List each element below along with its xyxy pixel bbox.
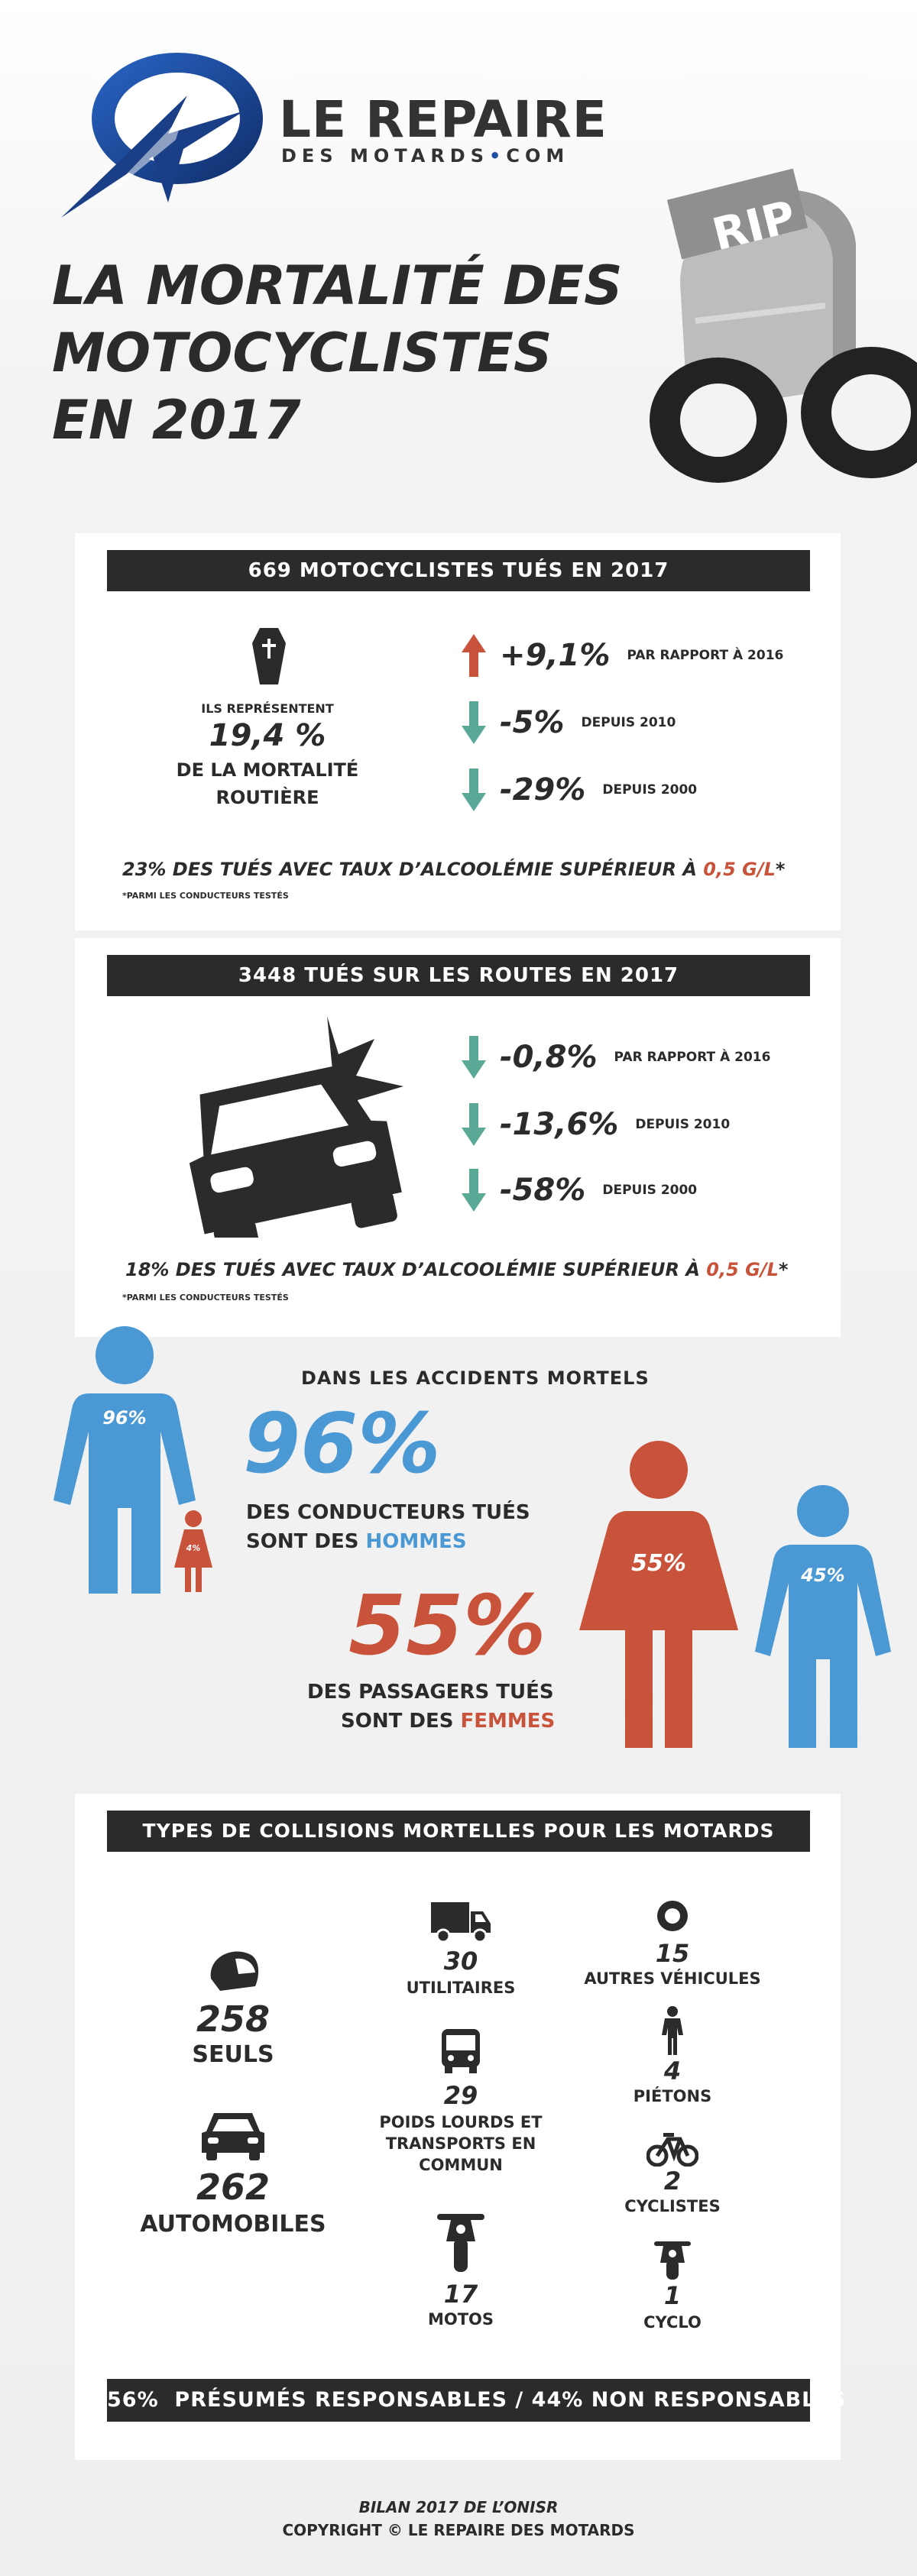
section1-header: 669 MOTOCYCLISTES TUÉS EN 2017 (107, 550, 810, 591)
page-title (52, 252, 622, 454)
alcohol-text: 23% DES TUÉS AVEC TAUX D’ALCOOLÉMIE SUPÉRIEUR À (122, 859, 704, 880)
stat-label: DEPUIS 2010 (635, 1117, 731, 1132)
share-label: ILS REPRÉSENTENT (201, 701, 334, 716)
drivers-highlight: HOMMES (365, 1530, 467, 1553)
stat-row-2016 (462, 634, 783, 677)
man-medium-figure-icon (753, 1484, 893, 1748)
brand-logo (53, 42, 275, 225)
poids-line-1: POIDS LOURDS ET (379, 2113, 543, 2131)
passengers-pct: 55% (348, 1578, 546, 1674)
title-line-1: LA MORTALITÉ DES (52, 254, 623, 317)
footer-source: BILAN 2017 DE L’ONISR (358, 2498, 559, 2516)
pietons-label: PIÉTONS (633, 2087, 712, 2105)
alcohol-mark: * (775, 859, 786, 880)
alcohol-line (122, 859, 785, 880)
seuls-value: 258 (196, 1998, 271, 2040)
stat-row-2010 (462, 701, 676, 744)
bicycle-icon (646, 2131, 698, 2167)
alcohol-text: 18% DES TUÉS AVEC TAUX D’ALCOOLÉMIE SUPÉRIEUR À (125, 1259, 707, 1280)
drivers-pct: 96% (243, 1396, 441, 1492)
stat-label: DEPUIS 2000 (602, 782, 698, 798)
auto-value: 262 (196, 2167, 271, 2208)
stat-value: -13,6% (500, 1107, 619, 1142)
arrow-down-icon (462, 769, 486, 811)
autres-label: AUTRES VÉHICULES (584, 1969, 761, 1988)
bus-icon (442, 2029, 480, 2073)
footnote: *PARMI LES CONDUCTEURS TESTÉS (122, 891, 289, 901)
seuls-label: SEULS (192, 2041, 274, 2068)
logo-star-icon (53, 42, 275, 225)
stat-value: -29% (500, 772, 586, 807)
arrow-down-icon (462, 1169, 486, 1212)
arrow-down-icon (462, 701, 486, 744)
woman-big-pct: 55% (631, 1550, 686, 1577)
stat-row-2016 (462, 1036, 770, 1079)
share-line-1: DE LA MORTALITÉ (176, 759, 359, 781)
share-line-2: ROUTIÈRE (215, 787, 319, 808)
coffin-icon (252, 628, 286, 684)
drivers-line-1: DES CONDUCTEURS TUÉS (246, 1501, 530, 1524)
poids-line-2: TRANSPORTS EN (385, 2134, 536, 2153)
cyclo-value: 1 (663, 2281, 682, 2310)
brand-subtitle-left: DES MOTARDS (281, 145, 490, 167)
brand-subtitle-right: COM (506, 145, 570, 167)
motos-value: 17 (443, 2280, 478, 2309)
drivers-prefix: SONT DES (246, 1530, 366, 1553)
stat-row-2010 (462, 1103, 730, 1146)
gender-heading: DANS LES ACCIDENTS MORTELS (301, 1367, 650, 1389)
woman-figure-icon (578, 1439, 740, 1748)
alcohol-value: 0,5 G/L (706, 1259, 779, 1280)
alcohol-value: 0,5 G/L (703, 859, 776, 880)
utilitaires-value: 30 (443, 1947, 478, 1976)
stat-label: PAR RAPPORT À 2016 (614, 1050, 771, 1065)
man-big-pct: 96% (102, 1407, 147, 1429)
cyclistes-value: 2 (663, 2167, 682, 2196)
passengers-line-2 (341, 1710, 555, 1733)
stat-label: DEPUIS 2010 (581, 715, 676, 730)
poids-value: 29 (443, 2081, 478, 2110)
arrow-up-icon (462, 634, 486, 677)
motos-label: MOTOS (427, 2310, 494, 2328)
crashed-car-icon (174, 1016, 411, 1238)
pietons-value: 4 (663, 2057, 682, 2086)
share-value: 19,4 % (209, 718, 326, 753)
truck-icon (431, 1902, 491, 1942)
collisions-header: TYPES DE COLLISIONS MORTELLES POUR LES MOTARDS (107, 1811, 810, 1852)
motorcycle-icon (437, 2208, 484, 2272)
cyclistes-label: CYCLISTES (624, 2197, 721, 2215)
footer-copyright: COPYRIGHT © LE REPAIRE DES MOTARDS (282, 2521, 635, 2539)
arrow-down-icon (462, 1036, 486, 1079)
alcohol-mark: * (778, 1259, 789, 1280)
rip-label: RIP (707, 190, 801, 261)
title-line-2: MOTOCYCLISTES (52, 322, 552, 384)
drivers-line-2 (246, 1530, 467, 1553)
brand-subtitle (281, 145, 569, 167)
footnote: *PARMI LES CONDUCTEURS TESTÉS (122, 1293, 289, 1303)
helmet-icon (205, 1945, 261, 1994)
responsibility-bar: 56% PRÉSUMÉS RESPONSABLES / 44% NON RESPONSABLES (107, 2379, 810, 2422)
stat-label: PAR RAPPORT À 2016 (627, 648, 784, 663)
auto-label: AUTOMOBILES (140, 2211, 326, 2238)
stat-row-2000 (462, 1169, 697, 1212)
title-line-3: EN 2017 (52, 389, 301, 451)
scooter-icon (654, 2237, 691, 2280)
poids-line-3: COMMUN (419, 2156, 503, 2174)
utilitaires-label: UTILITAIRES (406, 1979, 516, 1997)
pedestrian-icon (660, 2006, 685, 2055)
tire-icon (656, 1899, 689, 1933)
man-medium-pct: 45% (801, 1565, 845, 1586)
tombstone-illustration (650, 130, 917, 497)
cyclo-label: CYCLO (643, 2313, 702, 2332)
stat-label: DEPUIS 2000 (602, 1183, 698, 1198)
dot-icon: • (489, 145, 507, 167)
car-icon (202, 2110, 264, 2160)
passengers-line-1: DES PASSAGERS TUÉS (307, 1681, 554, 1704)
brand-name: LE REPAIRE (279, 90, 608, 149)
section2-header: 3448 TUÉS SUR LES ROUTES EN 2017 (107, 955, 810, 996)
stat-value: -58% (500, 1173, 586, 1208)
arrow-down-icon (462, 1103, 486, 1146)
autres-value: 15 (655, 1939, 690, 1968)
stat-row-2000 (462, 769, 697, 811)
alcohol-line (125, 1259, 788, 1280)
passengers-highlight: FEMMES (460, 1710, 556, 1733)
woman-small-figure-icon (171, 1510, 215, 1592)
stat-value: -5% (500, 705, 565, 740)
stat-value: -0,8% (500, 1040, 598, 1075)
stat-value: +9,1% (500, 638, 611, 673)
passengers-prefix: SONT DES (341, 1710, 461, 1733)
woman-small-pct: 4% (186, 1543, 201, 1553)
